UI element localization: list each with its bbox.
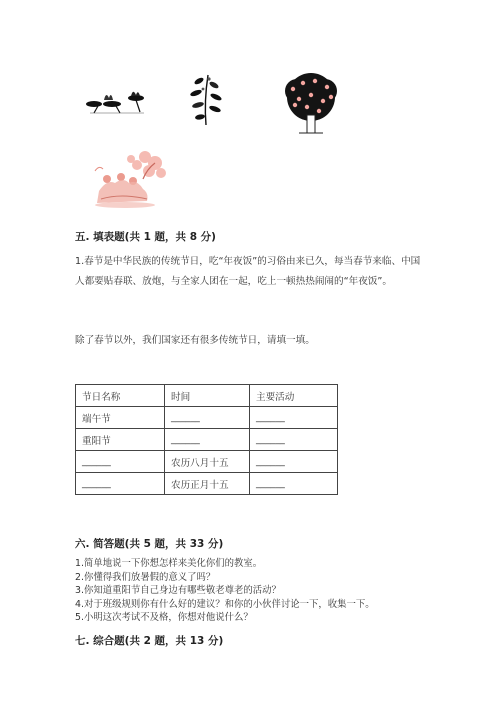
table-cell: ______ (76, 473, 165, 495)
question-item: 2.你懂得我们放暑假的意义了吗？ (75, 571, 216, 583)
section5-heading: 五. 填表题(共 1 题，共 8 分) (75, 231, 216, 243)
table-cell: ______ (250, 473, 338, 495)
table-cell: ______ (165, 407, 250, 429)
table-cell: ______ (76, 451, 165, 473)
table-cell: ______ (250, 451, 338, 473)
table-row (76, 407, 338, 429)
table-cell: ______ (165, 429, 250, 451)
table-cell: 端午节 (76, 407, 165, 429)
plant-sprig-illustration (186, 71, 226, 127)
table-header-cell: 节日名称 (76, 385, 165, 407)
table-cell: 农历八月十五 (165, 451, 250, 473)
table-row (76, 473, 338, 495)
section7-heading: 七. 综合题(共 2 题，共 13 分) (75, 635, 224, 647)
table-cell: ______ (250, 429, 338, 451)
fruit-tree-illustration (279, 71, 343, 135)
question-item: 4.对于班级规则你有什么好的建议？和你的小伙伴讨论一下，收集一下。 (75, 598, 375, 610)
table-cell: ______ (250, 407, 338, 429)
section5-instruction: 除了春节以外，我们国家还有很多传统节日，请填一填。 (75, 335, 315, 346)
elders-blossom-illustration (85, 149, 171, 209)
question-item: 5.小明这次考试不及格，你想对他说什么？ (75, 612, 253, 623)
table-cell: 农历正月十五 (165, 473, 250, 495)
festival-table (75, 384, 338, 495)
table-header-cell: 主要活动 (250, 385, 338, 407)
section6-heading: 六. 简答题(共 5 题，共 33 分) (75, 538, 224, 550)
question-list (75, 557, 375, 625)
question-item: 1.简单地说一下你想怎样来美化你们的教室。 (75, 558, 263, 569)
table-cell: 重阳节 (76, 429, 165, 451)
table-header-row (76, 385, 338, 407)
table-row (76, 429, 338, 451)
table-header-cell: 时间 (165, 385, 250, 407)
section5-paragraph: 1.春节是中华民族的传统节日，吃“年夜饭”的习俗由来已久，每当春节来临、中国人都要贴春联、放炮，与全家人团在一起，吃上一顿热热闹闹的“年夜饭”。 (75, 256, 421, 287)
table-row (76, 451, 338, 473)
question-item: 3.你知道重阳节自己身边有哪些敬老尊老的活动？ (75, 585, 281, 596)
lotus-ink-illustration (84, 86, 154, 116)
